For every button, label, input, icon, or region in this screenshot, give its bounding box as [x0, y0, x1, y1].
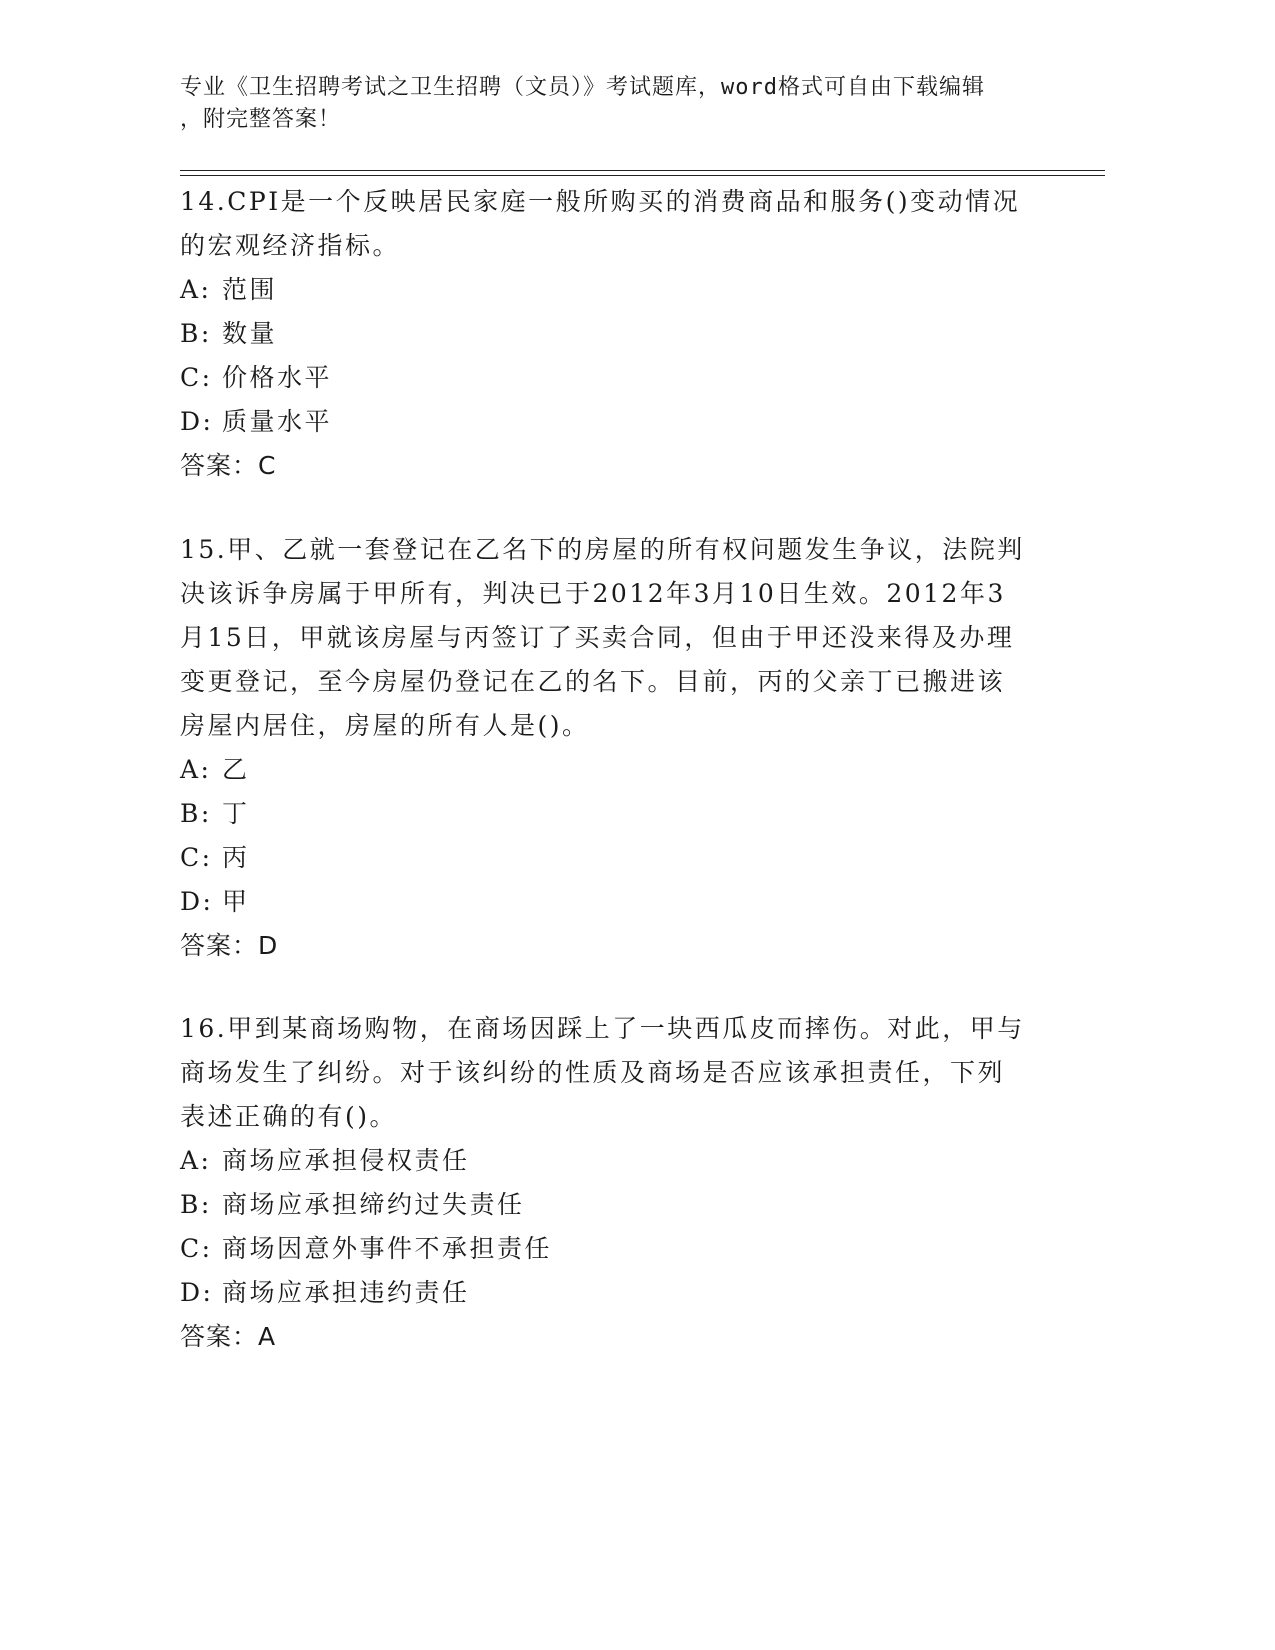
option-key: B:	[180, 319, 212, 348]
option-a	[180, 268, 1040, 312]
option-key: B:	[180, 1190, 212, 1219]
option-text: 质量水平	[222, 407, 333, 436]
question-text-line: 变更登记，至今房屋仍登记在乙的名下。目前，丙的父亲丁已搬进该	[180, 667, 1006, 696]
header-line-1: 专业《卫生招聘考试之卫生招聘（文员）》考试题库，word格式可自由下载编辑	[180, 75, 985, 100]
option-key: C:	[180, 363, 213, 392]
option-b	[180, 1183, 1040, 1227]
document-header	[180, 72, 1040, 136]
question-text-line: 房屋内居住，房屋的所有人是()。	[180, 711, 590, 740]
question-text-line: 决该诉争房属于甲所有，判决已于2012年3月10日生效。2012年3	[180, 579, 1006, 608]
option-a	[180, 1139, 1040, 1183]
option-c	[180, 836, 1040, 880]
option-c	[180, 356, 1040, 400]
option-key: A:	[180, 1146, 212, 1175]
option-b	[180, 792, 1040, 836]
option-text: 商场应承担缔约过失责任	[222, 1190, 525, 1219]
question-text-line: 商场发生了纠纷。对于该纠纷的性质及商场是否应该承担责任，下列	[180, 1058, 1006, 1087]
question-text-line: 表述正确的有()。	[180, 1102, 398, 1131]
option-text: 丙	[222, 843, 250, 872]
header-line-2: ，附完整答案！	[180, 107, 342, 132]
option-key: A:	[180, 755, 212, 784]
header-divider-bottom	[180, 175, 1105, 176]
option-key: D:	[180, 1278, 214, 1307]
question-text-line: 14.CPI是一个反映居民家庭一般所购买的消费商品和服务()变动情况	[180, 187, 1021, 216]
option-text: 商场应承担侵权责任	[222, 1146, 470, 1175]
option-text: 价格水平	[222, 363, 333, 392]
question-text-line: 月15日，甲就该房屋与丙签订了买卖合同，但由于甲还没来得及办理	[180, 623, 1015, 652]
option-text: 丁	[222, 799, 250, 828]
option-b	[180, 312, 1040, 356]
question-16	[180, 1007, 1040, 1359]
option-text: 甲	[222, 887, 250, 916]
option-text: 乙	[222, 755, 250, 784]
option-key: C:	[180, 1234, 213, 1263]
option-c	[180, 1227, 1040, 1271]
question-text-line: 的宏观经济指标。	[180, 231, 401, 260]
option-key: A:	[180, 275, 212, 304]
option-key: B:	[180, 799, 212, 828]
option-d	[180, 880, 1040, 924]
option-text: 数量	[222, 319, 278, 348]
option-key: D:	[180, 887, 214, 916]
option-d	[180, 400, 1040, 444]
question-15	[180, 528, 1040, 968]
option-a	[180, 748, 1040, 792]
answer-line: 答案：A	[180, 1322, 277, 1351]
header-divider-top	[180, 170, 1105, 171]
question-text-line: 15.甲、乙就一套登记在乙名下的房屋的所有权问题发生争议，法院判	[180, 535, 1025, 564]
question-14	[180, 180, 1040, 488]
option-d	[180, 1271, 1040, 1315]
answer-line: 答案：C	[180, 451, 277, 480]
option-text: 商场应承担违约责任	[222, 1278, 470, 1307]
option-text: 商场因意外事件不承担责任	[222, 1234, 553, 1263]
option-text: 范围	[222, 275, 278, 304]
answer-line: 答案：D	[180, 931, 279, 960]
option-key: D:	[180, 407, 214, 436]
question-text-line: 16.甲到某商场购物，在商场因踩上了一块西瓜皮而摔伤。对此，甲与	[180, 1014, 1025, 1043]
option-key: C:	[180, 843, 213, 872]
